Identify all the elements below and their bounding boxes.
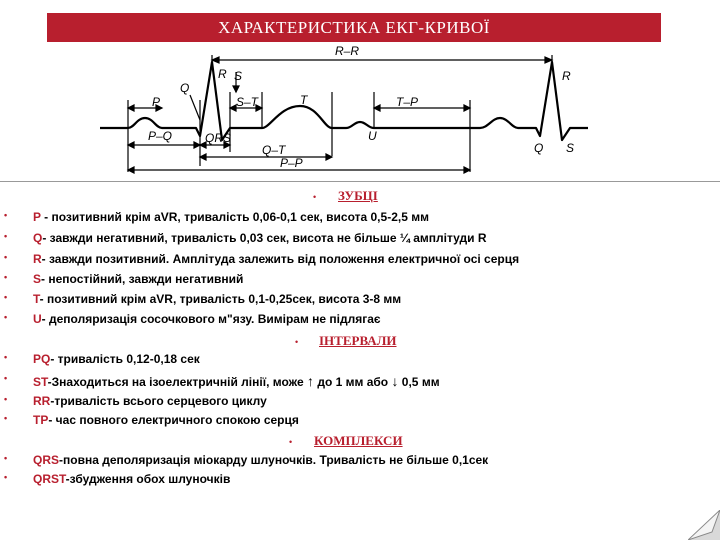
interval-desc: -тривалість всього серцевого циклу: [50, 394, 267, 408]
label-q2: Q: [534, 141, 544, 155]
bullet: •: [4, 453, 8, 463]
interval-key: ST: [33, 375, 48, 389]
label-s-top: S: [234, 69, 243, 83]
interval-item-st: [0, 373, 720, 393]
label-r1: R: [218, 67, 227, 81]
label-qrs: QRS: [205, 131, 232, 145]
interval-item-tp: [0, 413, 720, 433]
wave-desc: - завжди негативний, тривалість 0,03 сек, висота не більше ¼ амплітуди R: [42, 231, 487, 245]
label-t: T: [300, 93, 308, 107]
wave-desc: - позитивний крім aVR, тривалість 0,06-0,1 сек, висота 0,5-2,5 мм: [40, 210, 429, 224]
wave-desc: - завжди позитивний. Амплітуда залежить від положення електричної осі серця: [41, 252, 520, 266]
label-u: U: [368, 129, 377, 143]
wave-desc: - позитивний крім aVR, тривалість 0,1-0,25сек, висота 3-8 мм: [39, 292, 402, 306]
complex-item-qrst: [0, 472, 720, 492]
heading-waves: ЗУБЦІ: [338, 188, 378, 203]
complex-item-qrs: [0, 453, 720, 473]
interval-item-pq: [0, 352, 720, 372]
interval-desc-up: до 1 мм або: [314, 375, 392, 389]
complex-desc: -збудження обох шлуночків: [65, 472, 231, 486]
interval-desc: - тривалість 0,12-0,18 сек: [50, 352, 200, 366]
bullet: •: [4, 272, 8, 282]
wave-item-t: [0, 292, 720, 312]
arrow-down-icon: ↓: [391, 373, 399, 389]
label-s2: S: [566, 141, 575, 155]
ecg-diagram: [0, 0, 720, 200]
separator: [0, 181, 720, 182]
page-curl-icon: [688, 510, 720, 540]
label-tp: T–P: [396, 95, 419, 109]
label-pp: P–P: [280, 156, 303, 170]
wave-item-q: [0, 231, 720, 251]
bullet: •: [4, 312, 8, 322]
interval-desc-down: 0,5 мм: [398, 375, 440, 389]
heading-complexes: КОМПЛЕКСИ: [314, 433, 403, 448]
interval-markers: [128, 57, 552, 173]
label-pq: P–Q: [148, 129, 173, 143]
interval-desc: -Знаходиться на ізоелектричній лінії, може: [47, 375, 304, 389]
label-rr: R–R: [335, 44, 360, 58]
wave-item-r: [0, 252, 720, 272]
wave-key: R: [33, 252, 42, 266]
ecg-baseline: [100, 62, 588, 140]
wave-key: P: [33, 210, 41, 224]
interval-key: PQ: [33, 352, 51, 366]
wave-item-s: [0, 272, 720, 292]
interval-item-rr: [0, 394, 720, 414]
bullet: •: [4, 373, 8, 383]
arrow-up-icon: ↑: [307, 373, 314, 389]
wave-key: Q: [33, 231, 43, 245]
heading-bullet: •: [313, 192, 317, 202]
bullet: •: [4, 352, 8, 362]
complex-key: QRST: [33, 472, 66, 486]
label-q-top: Q: [180, 81, 190, 95]
bullet: •: [4, 210, 8, 220]
bullet: •: [4, 394, 8, 404]
bullet: •: [4, 292, 8, 302]
complex-key: QRS: [33, 453, 60, 467]
label-p: P: [152, 95, 161, 109]
heading-bullet: •: [289, 437, 293, 447]
interval-key: RR: [33, 394, 51, 408]
heading-intervals: ІНТЕРВАЛИ: [319, 333, 397, 348]
interval-key: TP: [33, 413, 49, 427]
wave-key: U: [33, 312, 42, 326]
interval-desc: - час повного електричного спокою серця: [48, 413, 299, 427]
heading-bullet: •: [295, 337, 299, 347]
bullet: •: [4, 252, 8, 262]
slide-title: ХАРАКТЕРИСТИКА ЕКГ-КРИВОЇ: [47, 13, 661, 42]
wave-item-u: [0, 312, 720, 332]
bullet: •: [4, 413, 8, 423]
label-qt: Q–T: [262, 143, 286, 157]
reference-lines: [128, 55, 552, 172]
wave-desc: - непостійний, завжди негативний: [41, 272, 244, 286]
label-st: S–T: [236, 95, 259, 109]
label-r2: R: [562, 69, 571, 83]
wave-desc: - деполяризація сосочкового м"язу. Вимірам не підлягає: [41, 312, 381, 326]
bullet: •: [4, 472, 8, 482]
wave-key: S: [33, 272, 42, 286]
bullet: •: [4, 231, 8, 241]
complex-desc: -повна деполяризація міокарду шлуночків. Тривалість не більше 0,1сек: [59, 453, 489, 467]
wave-item-p: [0, 210, 720, 230]
wave-key: T: [33, 292, 40, 306]
